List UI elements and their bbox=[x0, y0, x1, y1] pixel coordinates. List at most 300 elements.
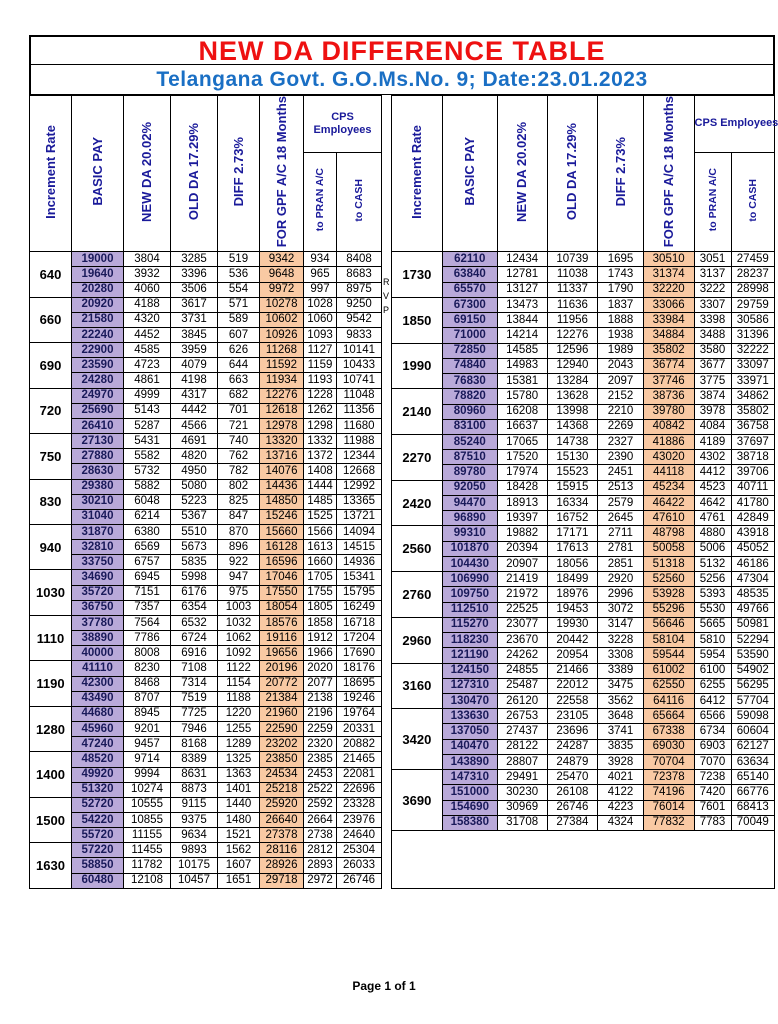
table-row bbox=[30, 676, 382, 691]
diff-cell: 682 bbox=[218, 388, 260, 403]
table-row bbox=[392, 724, 775, 739]
gpf-cell: 28116 bbox=[260, 843, 304, 858]
diff-cell: 519 bbox=[218, 252, 260, 267]
pran-cell: 1372 bbox=[304, 449, 337, 464]
basic-pay-cell: 147310 bbox=[442, 770, 497, 785]
right-da-table bbox=[391, 95, 778, 889]
pran-cell: 4189 bbox=[694, 435, 731, 450]
cash-cell: 30586 bbox=[731, 313, 774, 328]
new-da-cell: 27437 bbox=[497, 724, 547, 739]
new-da-cell: 14214 bbox=[497, 328, 547, 343]
new-da-cell: 23077 bbox=[497, 617, 547, 632]
old-da-cell: 8168 bbox=[171, 737, 218, 752]
gpf-cell: 9648 bbox=[260, 267, 304, 282]
cash-cell: 9542 bbox=[337, 312, 382, 327]
diff-cell: 554 bbox=[218, 282, 260, 297]
document-sheet bbox=[29, 35, 778, 887]
header-old-da: OLD DA 17.29% bbox=[547, 96, 598, 252]
header-basic-pay: BASIC PAY bbox=[72, 96, 124, 252]
old-da-cell: 18499 bbox=[547, 572, 598, 587]
cash-cell: 15795 bbox=[337, 585, 382, 600]
new-da-cell: 26753 bbox=[497, 709, 547, 724]
table-row bbox=[30, 282, 382, 297]
basic-pay-cell: 78820 bbox=[442, 389, 497, 404]
new-da-cell: 5287 bbox=[124, 418, 171, 433]
diff-cell: 626 bbox=[218, 343, 260, 358]
new-da-cell: 4861 bbox=[124, 373, 171, 388]
basic-pay-cell: 127310 bbox=[442, 678, 497, 693]
table-row bbox=[30, 585, 382, 600]
old-da-cell: 5080 bbox=[171, 479, 218, 494]
basic-pay-cell: 69150 bbox=[442, 313, 497, 328]
diff-cell: 2043 bbox=[598, 358, 643, 373]
new-da-cell: 5143 bbox=[124, 403, 171, 418]
diff-cell: 2996 bbox=[598, 587, 643, 602]
pran-cell: 1705 bbox=[304, 570, 337, 585]
cash-cell: 57704 bbox=[731, 694, 774, 709]
new-da-cell: 4999 bbox=[124, 388, 171, 403]
cash-cell: 62127 bbox=[731, 739, 774, 754]
basic-pay-cell: 22900 bbox=[72, 343, 124, 358]
basic-pay-cell: 44680 bbox=[72, 706, 124, 721]
diff-cell: 975 bbox=[218, 585, 260, 600]
pran-cell: 3398 bbox=[694, 313, 731, 328]
basic-pay-cell: 67300 bbox=[442, 297, 497, 312]
new-da-cell: 9457 bbox=[124, 737, 171, 752]
increment-rate-cell: 830 bbox=[30, 479, 72, 524]
gpf-cell: 28926 bbox=[260, 858, 304, 873]
cash-cell: 15341 bbox=[337, 570, 382, 585]
old-da-cell: 4442 bbox=[171, 403, 218, 418]
old-da-cell: 7519 bbox=[171, 691, 218, 706]
pran-cell: 3307 bbox=[694, 297, 731, 312]
diff-cell: 1440 bbox=[218, 797, 260, 812]
table-row bbox=[30, 797, 382, 812]
old-da-cell: 5998 bbox=[171, 570, 218, 585]
gpf-cell: 70704 bbox=[643, 754, 694, 769]
table-row bbox=[30, 706, 382, 721]
basic-pay-cell: 38890 bbox=[72, 631, 124, 646]
gpf-cell: 64116 bbox=[643, 694, 694, 709]
gpf-cell: 58104 bbox=[643, 633, 694, 648]
pran-cell: 6412 bbox=[694, 694, 731, 709]
gpf-cell: 9972 bbox=[260, 282, 304, 297]
new-da-cell: 8230 bbox=[124, 661, 171, 676]
table-row bbox=[392, 800, 775, 815]
pran-cell: 7238 bbox=[694, 770, 731, 785]
new-da-cell: 12781 bbox=[497, 267, 547, 282]
pran-cell: 2077 bbox=[304, 676, 337, 691]
basic-pay-cell: 48520 bbox=[72, 752, 124, 767]
table-row bbox=[392, 556, 775, 571]
pran-cell: 2738 bbox=[304, 828, 337, 843]
diff-cell: 3389 bbox=[598, 663, 643, 678]
pran-cell: 3677 bbox=[694, 358, 731, 373]
basic-pay-cell: 30210 bbox=[72, 494, 124, 509]
table-row bbox=[392, 450, 775, 465]
old-da-cell: 8631 bbox=[171, 767, 218, 782]
increment-rate-cell: 1280 bbox=[30, 706, 72, 751]
pran-cell: 2592 bbox=[304, 797, 337, 812]
basic-pay-cell: 133630 bbox=[442, 709, 497, 724]
pran-cell: 2893 bbox=[304, 858, 337, 873]
old-da-cell: 17171 bbox=[547, 526, 598, 541]
basic-pay-cell: 76830 bbox=[442, 374, 497, 389]
cash-cell: 23328 bbox=[337, 797, 382, 812]
new-da-cell: 5882 bbox=[124, 479, 171, 494]
cash-cell: 39706 bbox=[731, 465, 774, 480]
gpf-cell: 69030 bbox=[643, 739, 694, 754]
basic-pay-cell: 21580 bbox=[72, 312, 124, 327]
new-da-cell: 28807 bbox=[497, 754, 547, 769]
diff-cell: 922 bbox=[218, 555, 260, 570]
new-da-cell: 19397 bbox=[497, 511, 547, 526]
old-da-cell: 20954 bbox=[547, 648, 598, 663]
pran-cell: 3222 bbox=[694, 282, 731, 297]
new-da-cell: 18913 bbox=[497, 495, 547, 510]
cash-cell: 13365 bbox=[337, 494, 382, 509]
header-cash: to CASH bbox=[337, 152, 382, 251]
basic-pay-cell: 71000 bbox=[442, 328, 497, 343]
cash-cell: 56295 bbox=[731, 678, 774, 693]
pran-cell: 2196 bbox=[304, 706, 337, 721]
header-cps: CPS Employees bbox=[304, 96, 382, 153]
pran-cell: 5132 bbox=[694, 556, 731, 571]
old-da-cell: 4079 bbox=[171, 358, 218, 373]
basic-pay-cell: 74840 bbox=[442, 358, 497, 373]
pran-cell: 1028 bbox=[304, 297, 337, 312]
edge-mark: V bbox=[383, 291, 390, 301]
new-da-cell: 3932 bbox=[124, 267, 171, 282]
header-cash: to CASH bbox=[731, 152, 774, 251]
table-row bbox=[392, 419, 775, 434]
basic-pay-cell: 35720 bbox=[72, 585, 124, 600]
gpf-cell: 16596 bbox=[260, 555, 304, 570]
cash-cell: 54902 bbox=[731, 663, 774, 678]
old-da-cell: 15523 bbox=[547, 465, 598, 480]
basic-pay-cell: 52720 bbox=[72, 797, 124, 812]
pran-cell: 1755 bbox=[304, 585, 337, 600]
pran-cell: 4523 bbox=[694, 480, 731, 495]
gpf-cell: 77832 bbox=[643, 815, 694, 830]
old-da-cell: 3506 bbox=[171, 282, 218, 297]
pran-cell: 3488 bbox=[694, 328, 731, 343]
gpf-cell: 48798 bbox=[643, 526, 694, 541]
gpf-cell: 65664 bbox=[643, 709, 694, 724]
cash-cell: 23976 bbox=[337, 812, 382, 827]
diff-cell: 870 bbox=[218, 525, 260, 540]
table-row bbox=[392, 541, 775, 556]
gpf-cell: 35802 bbox=[643, 343, 694, 358]
cash-cell: 12668 bbox=[337, 464, 382, 479]
old-da-cell: 9634 bbox=[171, 828, 218, 843]
old-da-cell: 4820 bbox=[171, 449, 218, 464]
new-da-cell: 17520 bbox=[497, 450, 547, 465]
diff-cell: 589 bbox=[218, 312, 260, 327]
pran-cell: 4642 bbox=[694, 495, 731, 510]
diff-cell: 3928 bbox=[598, 754, 643, 769]
header-new-da: NEW DA 20.02% bbox=[124, 96, 171, 252]
new-da-cell: 15381 bbox=[497, 374, 547, 389]
gpf-cell: 20196 bbox=[260, 661, 304, 676]
pran-cell: 4880 bbox=[694, 526, 731, 541]
basic-pay-cell: 83100 bbox=[442, 419, 497, 434]
old-da-cell: 8389 bbox=[171, 752, 218, 767]
diff-cell: 4324 bbox=[598, 815, 643, 830]
cash-cell: 41780 bbox=[731, 495, 774, 510]
increment-rate-cell: 2270 bbox=[392, 435, 443, 481]
cash-cell: 11356 bbox=[337, 403, 382, 418]
new-da-cell: 8945 bbox=[124, 706, 171, 721]
cash-cell: 49766 bbox=[731, 602, 774, 617]
table-row bbox=[30, 479, 382, 494]
gpf-cell: 11592 bbox=[260, 358, 304, 373]
table-row bbox=[392, 313, 775, 328]
gpf-cell: 10602 bbox=[260, 312, 304, 327]
table-row bbox=[392, 754, 775, 769]
old-da-cell: 9115 bbox=[171, 797, 218, 812]
basic-pay-cell: 20280 bbox=[72, 282, 124, 297]
gpf-cell: 20772 bbox=[260, 676, 304, 691]
new-da-cell: 13473 bbox=[497, 297, 547, 312]
gpf-cell: 23202 bbox=[260, 737, 304, 752]
basic-pay-cell: 109750 bbox=[442, 587, 497, 602]
basic-pay-cell: 49920 bbox=[72, 767, 124, 782]
diff-cell: 1122 bbox=[218, 661, 260, 676]
table-row bbox=[30, 812, 382, 827]
header-increment-rate: Increment Rate bbox=[392, 96, 443, 252]
table-row bbox=[392, 587, 775, 602]
diff-cell: 3835 bbox=[598, 739, 643, 754]
new-da-cell: 9714 bbox=[124, 752, 171, 767]
header-pran: to PRAN A/C bbox=[694, 152, 731, 251]
basic-pay-cell: 65570 bbox=[442, 282, 497, 297]
basic-pay-cell: 36750 bbox=[72, 600, 124, 615]
pran-cell: 3978 bbox=[694, 404, 731, 419]
cash-cell: 16718 bbox=[337, 615, 382, 630]
table-row bbox=[392, 495, 775, 510]
old-da-cell: 25470 bbox=[547, 770, 598, 785]
old-da-cell: 9375 bbox=[171, 812, 218, 827]
new-da-cell: 20907 bbox=[497, 556, 547, 571]
basic-pay-cell: 130470 bbox=[442, 694, 497, 709]
cash-cell: 16249 bbox=[337, 600, 382, 615]
old-da-cell: 18056 bbox=[547, 556, 598, 571]
increment-rate-cell: 1190 bbox=[30, 661, 72, 706]
pran-cell: 6734 bbox=[694, 724, 731, 739]
diff-cell: 1062 bbox=[218, 631, 260, 646]
cash-cell: 25304 bbox=[337, 843, 382, 858]
diff-cell: 644 bbox=[218, 358, 260, 373]
cash-cell: 42849 bbox=[731, 511, 774, 526]
cash-cell: 11680 bbox=[337, 418, 382, 433]
diff-cell: 3228 bbox=[598, 633, 643, 648]
diff-cell: 1325 bbox=[218, 752, 260, 767]
pran-cell: 5006 bbox=[694, 541, 731, 556]
table-row bbox=[30, 570, 382, 585]
increment-rate-cell: 1630 bbox=[30, 843, 72, 889]
header-old-da: OLD DA 17.29% bbox=[171, 96, 218, 252]
gpf-cell: 24534 bbox=[260, 767, 304, 782]
old-da-cell: 20442 bbox=[547, 633, 598, 648]
basic-pay-cell: 92050 bbox=[442, 480, 497, 495]
pran-cell: 3874 bbox=[694, 389, 731, 404]
table-row bbox=[30, 873, 382, 889]
increment-rate-cell: 1030 bbox=[30, 570, 72, 615]
diff-cell: 847 bbox=[218, 509, 260, 524]
cash-cell: 70049 bbox=[731, 815, 774, 830]
pran-cell: 3775 bbox=[694, 374, 731, 389]
old-da-cell: 7108 bbox=[171, 661, 218, 676]
gpf-cell: 72378 bbox=[643, 770, 694, 785]
increment-rate-cell: 3690 bbox=[392, 770, 443, 831]
table-row bbox=[30, 312, 382, 327]
basic-pay-cell: 25690 bbox=[72, 403, 124, 418]
table-row bbox=[392, 526, 775, 541]
gpf-cell: 34884 bbox=[643, 328, 694, 343]
gpf-cell: 26640 bbox=[260, 812, 304, 827]
gpf-cell: 23850 bbox=[260, 752, 304, 767]
basic-pay-cell: 112510 bbox=[442, 602, 497, 617]
gpf-cell: 10278 bbox=[260, 297, 304, 312]
table-row bbox=[392, 343, 775, 358]
gpf-cell: 25218 bbox=[260, 782, 304, 797]
new-da-cell: 11455 bbox=[124, 843, 171, 858]
pran-cell: 1159 bbox=[304, 358, 337, 373]
basic-pay-cell: 42300 bbox=[72, 676, 124, 691]
cash-cell: 47304 bbox=[731, 572, 774, 587]
gpf-cell: 10926 bbox=[260, 327, 304, 342]
basic-pay-cell: 23590 bbox=[72, 358, 124, 373]
new-da-cell: 23670 bbox=[497, 633, 547, 648]
pran-cell: 1408 bbox=[304, 464, 337, 479]
old-da-cell: 3396 bbox=[171, 267, 218, 282]
table-row bbox=[30, 434, 382, 449]
diff-cell: 4122 bbox=[598, 785, 643, 800]
diff-cell: 2327 bbox=[598, 435, 643, 450]
cash-cell: 28237 bbox=[731, 267, 774, 282]
new-da-cell: 8707 bbox=[124, 691, 171, 706]
pran-cell: 1805 bbox=[304, 600, 337, 615]
basic-pay-cell: 72850 bbox=[442, 343, 497, 358]
basic-pay-cell: 20920 bbox=[72, 297, 124, 312]
cash-cell: 19764 bbox=[337, 706, 382, 721]
old-da-cell: 9893 bbox=[171, 843, 218, 858]
basic-pay-cell: 124150 bbox=[442, 663, 497, 678]
new-da-cell: 4585 bbox=[124, 343, 171, 358]
diff-cell: 1607 bbox=[218, 858, 260, 873]
diff-cell: 782 bbox=[218, 464, 260, 479]
old-da-cell: 16334 bbox=[547, 495, 598, 510]
new-da-cell: 4723 bbox=[124, 358, 171, 373]
basic-pay-cell: 47240 bbox=[72, 737, 124, 752]
old-da-cell: 7946 bbox=[171, 722, 218, 737]
diff-cell: 2152 bbox=[598, 389, 643, 404]
cash-cell: 10141 bbox=[337, 343, 382, 358]
gpf-cell: 18054 bbox=[260, 600, 304, 615]
increment-rate-cell: 640 bbox=[30, 252, 72, 297]
pran-cell: 4412 bbox=[694, 465, 731, 480]
pran-cell: 2453 bbox=[304, 767, 337, 782]
table-row bbox=[392, 709, 775, 724]
gpf-cell: 62550 bbox=[643, 678, 694, 693]
cash-cell: 17204 bbox=[337, 631, 382, 646]
old-da-cell: 7725 bbox=[171, 706, 218, 721]
pran-cell: 5393 bbox=[694, 587, 731, 602]
table-row bbox=[30, 646, 382, 661]
edge-mark: R bbox=[383, 277, 390, 287]
basic-pay-cell: 99310 bbox=[442, 526, 497, 541]
old-da-cell: 11337 bbox=[547, 282, 598, 297]
table-row bbox=[392, 815, 775, 830]
new-da-cell: 9994 bbox=[124, 767, 171, 782]
pran-cell: 3137 bbox=[694, 267, 731, 282]
diff-cell: 1837 bbox=[598, 297, 643, 312]
diff-cell: 2851 bbox=[598, 556, 643, 571]
basic-pay-cell: 32810 bbox=[72, 540, 124, 555]
pran-cell: 7420 bbox=[694, 785, 731, 800]
gpf-cell: 47610 bbox=[643, 511, 694, 526]
new-da-cell: 21419 bbox=[497, 572, 547, 587]
header-pran: to PRAN A/C bbox=[304, 152, 337, 251]
gpf-cell: 50058 bbox=[643, 541, 694, 556]
gpf-cell: 30510 bbox=[643, 252, 694, 267]
increment-rate-cell: 2420 bbox=[392, 480, 443, 526]
old-da-cell: 8873 bbox=[171, 782, 218, 797]
cash-cell: 12344 bbox=[337, 449, 382, 464]
table-row bbox=[30, 615, 382, 630]
diff-cell: 1989 bbox=[598, 343, 643, 358]
pran-cell: 2664 bbox=[304, 812, 337, 827]
old-da-cell: 12940 bbox=[547, 358, 598, 373]
increment-rate-cell: 3160 bbox=[392, 663, 443, 709]
basic-pay-cell: 118230 bbox=[442, 633, 497, 648]
gpf-cell: 52560 bbox=[643, 572, 694, 587]
diff-cell: 3308 bbox=[598, 648, 643, 663]
diff-cell: 4223 bbox=[598, 800, 643, 815]
diff-cell: 2097 bbox=[598, 374, 643, 389]
table-row bbox=[392, 297, 775, 312]
pran-cell: 1485 bbox=[304, 494, 337, 509]
gpf-cell: 13320 bbox=[260, 434, 304, 449]
basic-pay-cell: 101870 bbox=[442, 541, 497, 556]
old-da-cell: 14738 bbox=[547, 435, 598, 450]
new-da-cell: 16637 bbox=[497, 419, 547, 434]
old-da-cell: 5673 bbox=[171, 540, 218, 555]
diff-cell: 3648 bbox=[598, 709, 643, 724]
diff-cell: 896 bbox=[218, 540, 260, 555]
basic-pay-cell: 154690 bbox=[442, 800, 497, 815]
new-da-cell: 4320 bbox=[124, 312, 171, 327]
header-basic-pay: BASIC PAY bbox=[442, 96, 497, 252]
header-diff: DIFF 2.73% bbox=[218, 96, 260, 252]
new-da-cell: 13844 bbox=[497, 313, 547, 328]
gpf-cell: 38736 bbox=[643, 389, 694, 404]
increment-rate-cell: 1110 bbox=[30, 615, 72, 660]
cash-cell: 9833 bbox=[337, 327, 382, 342]
gpf-cell: 45234 bbox=[643, 480, 694, 495]
old-da-cell: 21466 bbox=[547, 663, 598, 678]
diff-cell: 1255 bbox=[218, 722, 260, 737]
diff-cell: 2269 bbox=[598, 419, 643, 434]
diff-cell: 1651 bbox=[218, 873, 260, 889]
old-da-cell: 15130 bbox=[547, 450, 598, 465]
gpf-cell: 14076 bbox=[260, 464, 304, 479]
new-da-cell: 6214 bbox=[124, 509, 171, 524]
basic-pay-cell: 22240 bbox=[72, 327, 124, 342]
table-gap bbox=[382, 95, 391, 840]
increment-rate-cell: 750 bbox=[30, 434, 72, 479]
